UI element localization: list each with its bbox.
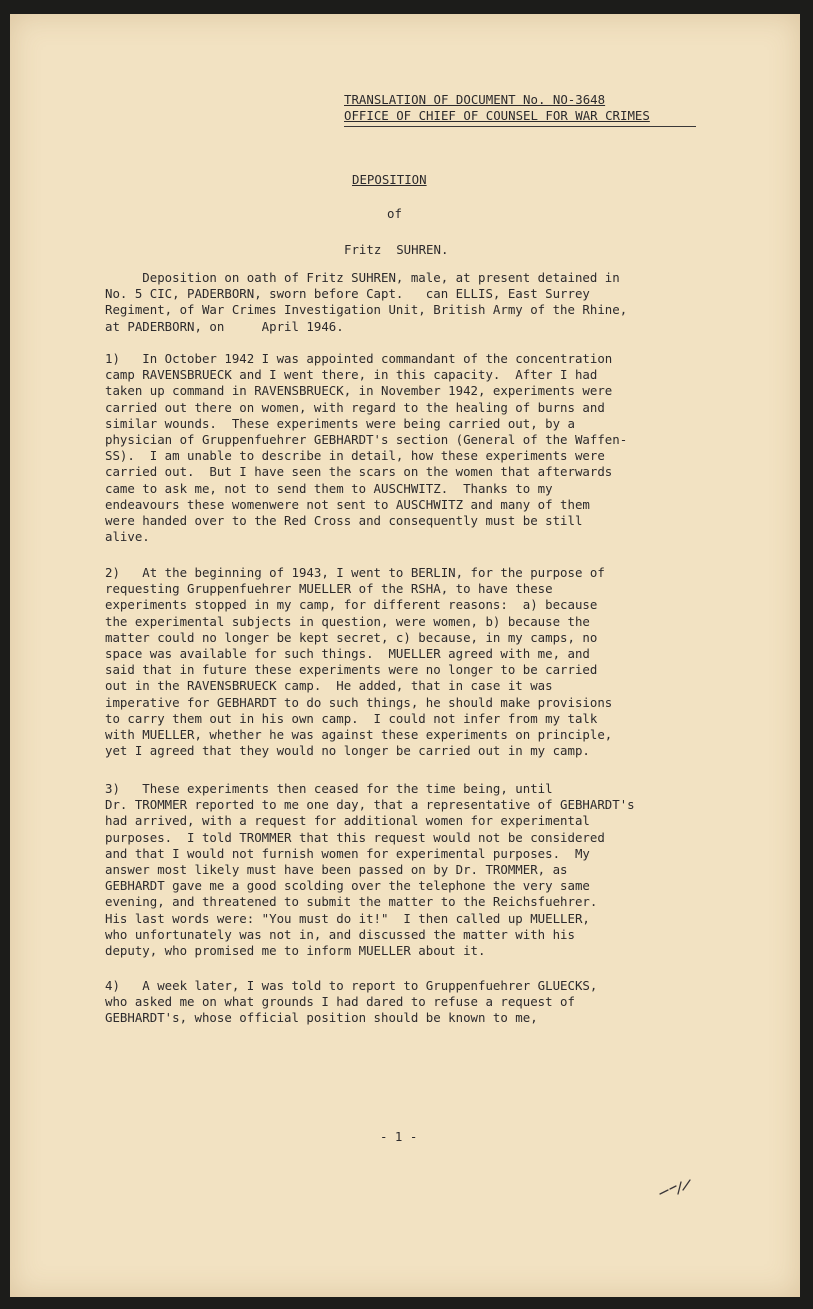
document-body xyxy=(10,14,800,1297)
intro-paragraph xyxy=(105,270,745,335)
text-line: 2) At the beginning of 1943, I went to BERLIN, for the purpose of xyxy=(105,565,605,580)
text-line: at PADERBORN, on April 1946. xyxy=(105,318,344,334)
text-line: similar wounds. These experiments were being carried out, by a xyxy=(105,415,575,431)
paragraph-2 xyxy=(105,565,745,759)
text-line: experiments stopped in my camp, for different reasons: a) because xyxy=(105,597,598,613)
paragraph-4 xyxy=(105,978,745,1027)
text-line: SS). I am unable to describe in detail, how these experiments were xyxy=(105,448,605,464)
text-line: who asked me on what grounds I had dared to refuse a request of xyxy=(105,994,575,1010)
text-line: 3) These experiments then ceased for the time being, until xyxy=(105,781,553,796)
title-of: of xyxy=(387,206,402,221)
text-line: GEBHARDT gave me a good scolding over the telephone the very same xyxy=(105,878,590,894)
text-line: deputy, who promised me to inform MUELLER about it. xyxy=(105,943,486,959)
text-line: came to ask me, not to send them to AUSCHWITZ. Thanks to my xyxy=(105,480,553,496)
text-line: imperative for GEBHARDT to do such things, he should make provisions xyxy=(105,694,613,710)
text-line: carried out. But I have seen the scars on the women that afterwards xyxy=(105,464,613,480)
text-line: answer most likely must have been passed on by Dr. TROMMER, as xyxy=(105,862,568,878)
text-line: were handed over to the Red Cross and consequently must be still xyxy=(105,513,583,529)
text-line: evening, and threatened to submit the matter to the Reichsfuehrer. xyxy=(105,894,598,910)
text-line: His last words were: "You must do it!" I then called up MUELLER, xyxy=(105,910,590,926)
document-header xyxy=(344,92,696,127)
text-line: physician of Gruppenfuehrer GEBHARDT's section (General of the Waffen- xyxy=(105,432,628,448)
text-line: camp RAVENSBRUECK and I went there, in this capacity. After I had xyxy=(105,367,598,383)
paragraph-1 xyxy=(105,351,745,545)
text-line: Dr. TROMMER reported to me one day, that a representative of GEBHARDT's xyxy=(105,797,635,813)
text-line: Regiment, of War Crimes Investigation Unit, British Army of the Rhine, xyxy=(105,302,628,318)
text-line: purposes. I told TROMMER that this request would not be considered xyxy=(105,829,605,845)
text-line: to carry them out in his own camp. I could not infer from my talk xyxy=(105,710,598,726)
header-rule xyxy=(344,126,696,127)
header-line-1: TRANSLATION OF DOCUMENT No. NO-3648 xyxy=(344,92,606,107)
text-line: had arrived, with a request for additional women for experimental xyxy=(105,813,590,829)
text-line: and that I would not furnish women for experimental purposes. My xyxy=(105,845,590,861)
text-line: the experimental subjects in question, were women, b) because the xyxy=(105,613,590,629)
text-line: out in the RAVENSBRUECK camp. He added, that in case it was xyxy=(105,678,553,694)
text-line: GEBHARDT's, whose official position should be known to me, xyxy=(105,1010,538,1026)
document-title: DEPOSITION xyxy=(352,172,427,187)
text-line: 1) In October 1942 I was appointed commandant of the concentration xyxy=(105,351,613,366)
header-line-2: OFFICE OF CHIEF OF COUNSEL FOR WAR CRIMES xyxy=(344,108,650,124)
text-line: alive. xyxy=(105,529,150,545)
text-line: carried out there on women, with regard to the healing of burns and xyxy=(105,399,605,415)
text-line: No. 5 CIC, PADERBORN, sworn before Capt. can ELLIS, East Surrey xyxy=(105,286,590,302)
text-line: 4) A week later, I was told to report to Gruppenfuehrer GLUECKS, xyxy=(105,978,598,993)
text-line: who unfortunately was not in, and discussed the matter with his xyxy=(105,926,575,942)
handwritten-initials xyxy=(658,1176,698,1200)
document-page xyxy=(10,14,800,1297)
page-number: - 1 - xyxy=(380,1129,418,1144)
paragraph-3 xyxy=(105,781,745,959)
deponent-name: Fritz SUHREN. xyxy=(344,242,449,257)
text-line: space was available for such things. MUELLER agreed with me, and xyxy=(105,646,590,662)
text-line: yet I agreed that they would no longer be carried out in my camp. xyxy=(105,743,590,759)
text-line: requesting Gruppenfuehrer MUELLER of the RSHA, to have these xyxy=(105,581,553,597)
text-line: Deposition on oath of Fritz SUHREN, male, at present detained in xyxy=(105,270,620,285)
text-line: said that in future these experiments were no longer to be carried xyxy=(105,662,598,678)
text-line: matter could no longer be kept secret, c) because, in my camps, no xyxy=(105,629,598,645)
text-line: endeavours these womenwere not sent to AUSCHWITZ and many of them xyxy=(105,496,590,512)
text-line: with MUELLER, whether he was against these experiments on principle, xyxy=(105,727,613,743)
text-line: taken up command in RAVENSBRUECK, in November 1942, experiments were xyxy=(105,383,613,399)
